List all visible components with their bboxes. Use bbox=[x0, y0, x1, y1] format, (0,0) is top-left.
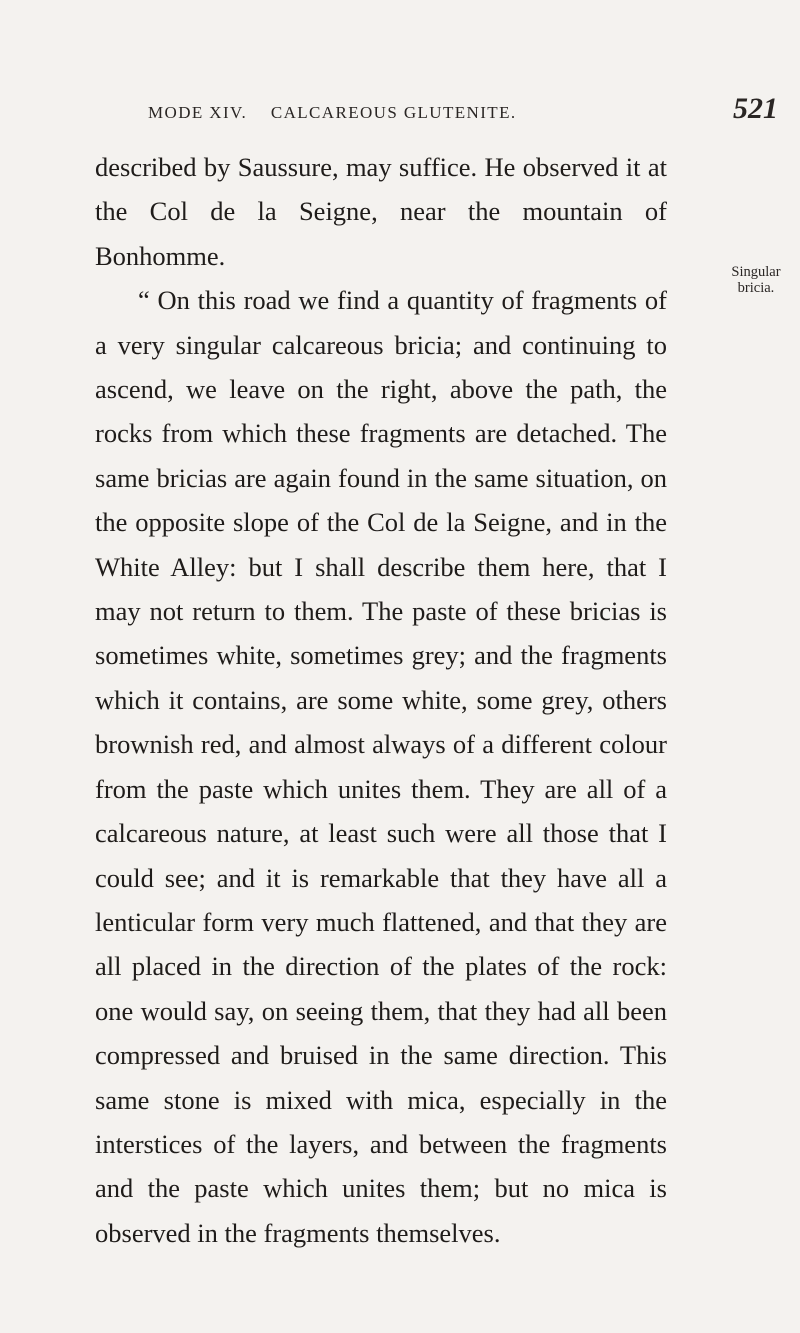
margin-note-line-1: Singular bbox=[731, 264, 781, 280]
margin-note bbox=[721, 264, 791, 296]
running-head-mode: MODE XIV. bbox=[148, 103, 248, 122]
paragraph-continued: described by Saussure, may suffice. He observed it at the Col de la Seigne, near the mountain of Bonhomme. bbox=[95, 152, 667, 271]
body-text bbox=[95, 145, 667, 1255]
margin-note-line-2: bricia. bbox=[737, 280, 775, 296]
running-head-title: CALCAREOUS GLUTENITE. bbox=[270, 103, 517, 122]
running-head bbox=[148, 103, 660, 123]
paragraph-quotation: “ On this road we find a quantity of fragments of a very singular calcareous bricia; and continuing to ascend, we leave on the right, above the path, the rocks from which these fragments are detached. The same bricias are again found in the same situation, on the opposite slope of the Col de la Seigne, and in the White Alley: but I shall describe them here, that I may not return to them. The paste of these bricias is sometimes white, sometimes grey; and the fragments which it contains, are some white, some grey, others brownish red, and almost always of a different colour from the paste which unites them. They are all of a calcareous nature, at least such were all those that I could see; and it is remarkable that they have all a lenticular form very much flattened, and that they are all placed in the direction of the plates of the rock: one would say, on seeing them, that they had all been compressed and bruised in the same direction. This same stone is mixed with mica, especially in the interstices of the layers, and between the fragments and the paste which unites them; but no mica is observed in the fragments themselves. bbox=[95, 285, 667, 1248]
page-number: 521 bbox=[733, 92, 778, 125]
